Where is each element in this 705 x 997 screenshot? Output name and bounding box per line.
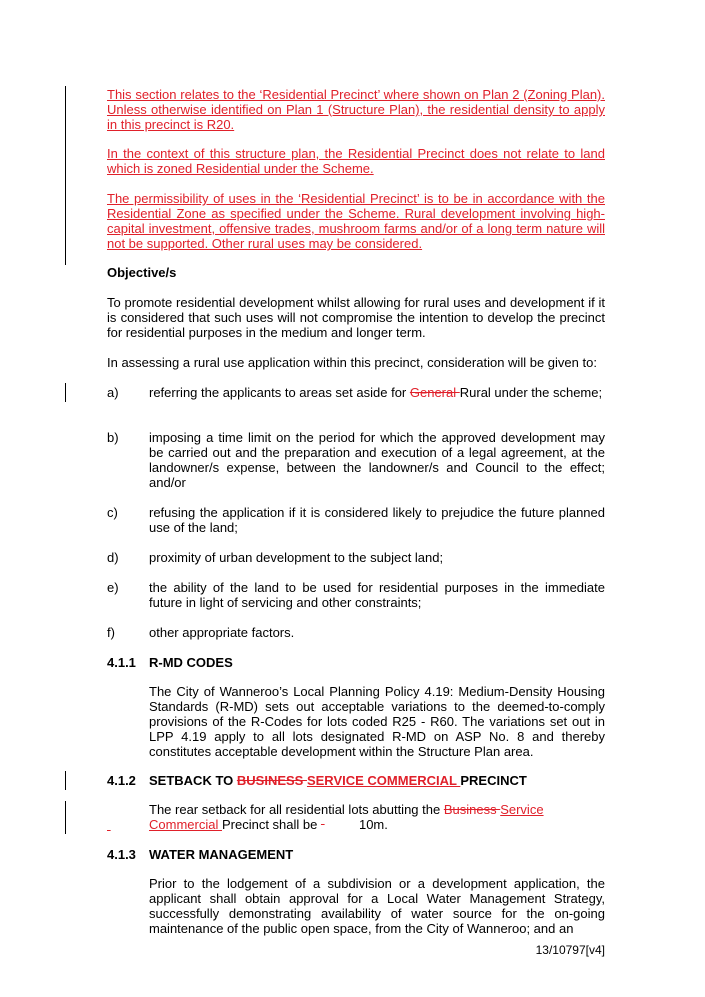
intro-paragraph-1: This section relates to the ‘Residential Precinct’ where shown on Plan 2 (Zoning Plan). Unless otherwise identified on Plan 1 (Structure Plan), the residential density to apply in this precinct is R20. — [107, 87, 605, 132]
section-412-number: 4.1.2 — [107, 773, 136, 788]
section-411-number: 4.1.1 — [107, 655, 136, 670]
section-413-number: 4.1.3 — [107, 847, 136, 862]
intro-paragraph-3: The permissibility of uses in the ‘Residential Precinct’ is to be in accordance with the Residential Zone as specified under the Scheme. Rural development involving high-capital investment, offensive trades, mushroom farms and/or of a long term nature will not be supported. Other rural uses may be considered. — [107, 191, 605, 251]
document-reference: 13/10797[v4] — [535, 943, 605, 957]
section-411-text: The City of Wanneroo’s Local Planning Policy 4.19: Medium-Density Housing Standards (R-MD) sets out acceptable variations to the deemed-to-comply provisions of the R-Codes for lots coded R25 - R60. The variations set out in LPP 4.19 apply to all lots designated R-MD on ASP No. 8 and thereby constitutes acceptable development within the Structure Plan area. — [149, 684, 605, 759]
section-411-heading — [107, 655, 233, 670]
list-item-c: refusing the application if it is considered likely to prejudice the future planned use of the land; — [149, 505, 605, 535]
section-412-text-after: 10m. — [358, 817, 388, 832]
change-bar-item-a — [65, 383, 66, 402]
list-item-a-before: referring the applicants to areas set aside for — [149, 385, 410, 400]
section-412-text-deleted-2 — [321, 817, 359, 832]
list-item-a-deleted: General — [409, 385, 460, 400]
list-item-a-after: Rural under the scheme; — [459, 385, 603, 400]
list-item-f: other appropriate factors. — [149, 625, 295, 640]
objective-text: To promote residential development whilst allowing for rural uses and development if it is considered that such uses will not compromise the intention to develop the precinct for residential purposes in the medium and longer term. — [107, 295, 605, 340]
section-412-text-deleted: Business — [443, 802, 501, 817]
change-bar-412-title — [65, 771, 66, 790]
list-item-a — [149, 385, 605, 400]
list-item-b: imposing a time limit on the period for which the approved development may be carried out and the preparation and execution of a legal agreement, at the landowner/s expense, between the landowner/s and Council to the effect; and/or — [149, 430, 605, 490]
section-413-title: WATER MANAGEMENT — [149, 847, 294, 862]
section-412-heading — [107, 773, 527, 788]
section-412-text-before: The rear setback for all residential lots abutting the — [149, 802, 444, 817]
section-412-title-before: SETBACK TO — [149, 773, 237, 788]
list-item-e: the ability of the land to be used for residential purposes in the immediate future in light of servicing and other constraints; — [149, 580, 605, 610]
list-item-label-a: a) — [107, 385, 119, 400]
section-411-title: R-MD CODES — [149, 655, 233, 670]
list-item-label-d: d) — [107, 550, 119, 565]
section-412-title-deleted: BUSINESS — [236, 773, 307, 788]
section-412-indent-mark — [107, 817, 149, 832]
list-item-label-c: c) — [107, 505, 118, 520]
section-412-title-inserted: SERVICE COMMERCIAL — [306, 773, 461, 788]
section-413-heading — [107, 847, 293, 862]
section-412-title-after: PRECINCT — [460, 773, 527, 788]
section-413-text: Prior to the lodgement of a subdivision or a development application, the applicant shall obtain approval for a Local Water Management Strategy, successfully demonstrating availability of water source for the on-going maintenance of the public open space, from the City of Wanneroo; and an — [149, 876, 605, 936]
section-412-text-line-1 — [149, 802, 605, 817]
change-bar-intro — [65, 86, 66, 265]
objective-heading: Objective/s — [107, 265, 177, 280]
list-item-label-e: e) — [107, 580, 119, 595]
section-412-text-inserted-a: Service — [500, 802, 544, 817]
list-item-d: proximity of urban development to the subject land; — [149, 550, 444, 565]
intro-paragraph-2: In the context of this structure plan, the Residential Precinct does not relate to land which is zoned Residential under the Scheme. — [107, 146, 605, 176]
assessing-text: In assessing a rural use application within this precinct, consideration will be given to: — [107, 355, 597, 370]
change-bar-412-text — [65, 801, 66, 834]
section-412-text-inserted-b: Commercial — [149, 817, 222, 832]
section-412-text-line-2 — [107, 817, 605, 832]
section-412-text-mid: Precinct shall be — [221, 817, 321, 832]
list-item-label-f: f) — [107, 625, 115, 640]
list-item-label-b: b) — [107, 430, 119, 445]
